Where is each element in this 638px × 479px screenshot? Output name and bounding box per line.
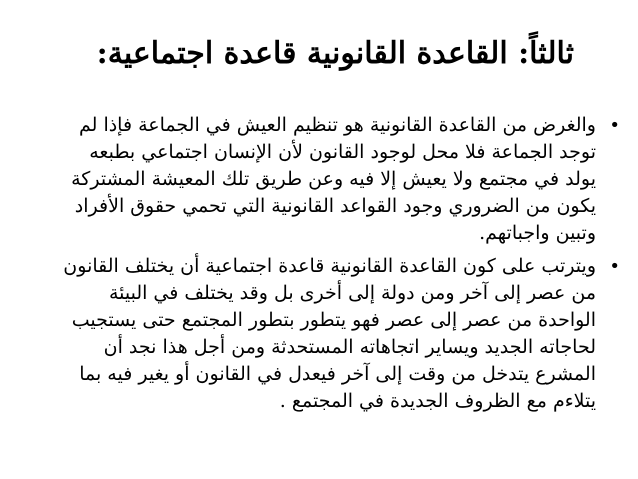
text-line: الواحدة من عصر إلى عصر فهو يتطور بتطور المجتمع حتى يستجيب: [71, 309, 596, 331]
text-line: من عصر إلى آخر ومن دولة إلى أخرى بل وقد يختلف في البيئة: [108, 282, 596, 304]
text-line: وتبين واجباتهم.: [479, 222, 596, 244]
text-line: توجد الجماعة فلا محل لوجود القانون لأن الإنسان اجتماعي بطبعه: [89, 141, 596, 163]
text-line: يولد في مجتمع ولا يعيش إلا فيه وعن طريق تلك المعيشة المشتركة: [71, 168, 596, 190]
bullet-item-1: [24, 112, 620, 247]
bullet-text-2: [24, 253, 596, 415]
slide-title: ثالثاً: القاعدة القانونية قاعدة اجتماعية:: [96, 36, 574, 71]
bullet-item-2: [24, 253, 620, 415]
bullet-icon: •: [609, 256, 620, 277]
text-line: ويترتب على كون القاعدة القانونية قاعدة اجتماعية أن يختلف القانون: [63, 255, 596, 277]
bullet-text-1: [24, 112, 596, 247]
text-line: لحاجاته الجديد ويساير اتجاهاته المستحدثة ومن أجل هذا نجد أن: [103, 336, 596, 358]
text-line: يتلاءم مع الظروف الجديدة في المجتمع .: [279, 390, 596, 412]
bullet-list: [24, 112, 620, 421]
bullet-icon: •: [609, 115, 620, 136]
text-line: يكون من الضروري وجود القواعد القانونية التي تحمي حقوق الأفراد: [74, 195, 596, 217]
text-line: المشرع يتدخل من وقت إلى آخر فيعدل في القانون أو يغير فيه بما: [79, 363, 596, 385]
text-line: والغرض من القاعدة القانونية هو تنظيم العيش في الجماعة فإذا لم: [78, 114, 596, 136]
